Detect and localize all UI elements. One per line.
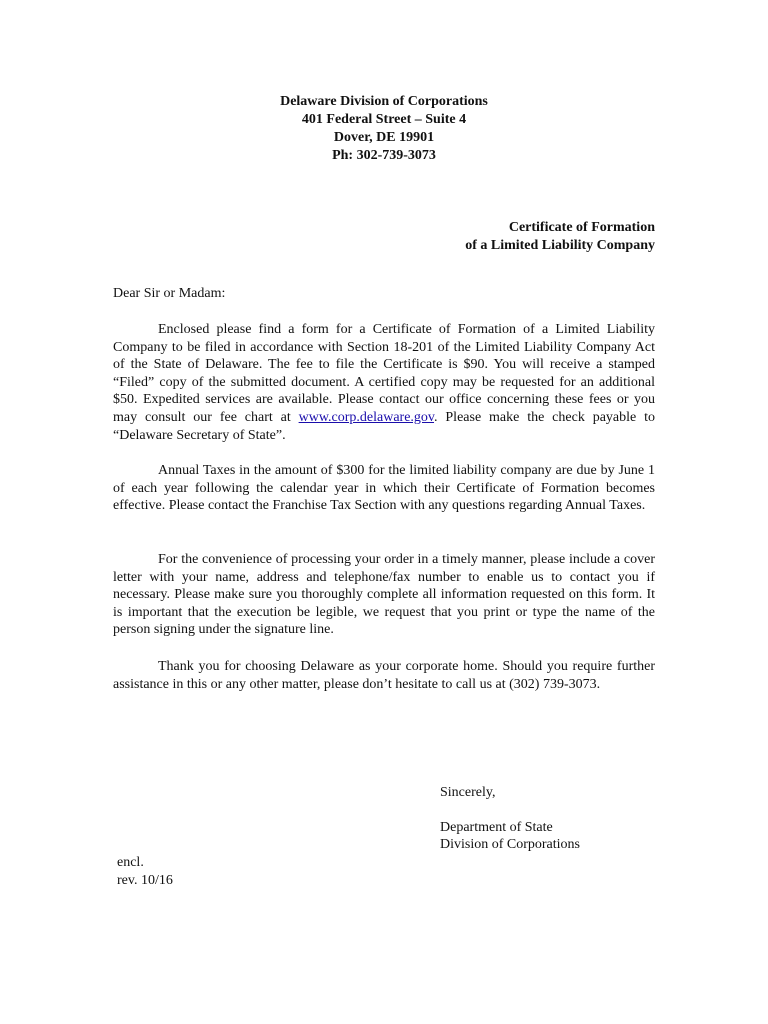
certificate-title-line2: of a Limited Liability Company <box>465 238 655 253</box>
salutation: Dear Sir or Madam: <box>113 286 226 301</box>
paragraph-annual-taxes: Annual Taxes in the amount of $300 for the limited liability company are due by June 1 of each year following the calendar year in which their Certificate of Formation becomes effective. Please contact the Franchise Tax Section with any questions regarding Annual Taxes. <box>113 463 655 514</box>
paragraph-convenience: For the convenience of processing your order in a timely manner, please include a cover letter with your name, address and telephone/fax number to enable us to contact you if necessary. Please make sure you thoroughly complete all information requested on this form. It is important that the execution be legible, we request that you print or type the name of the person signing under the signature line. <box>113 552 655 638</box>
paragraph-fees-text-1: Enclosed please find a form for a Certificate of Formation of a Limited Liability Company to be filed in accordance with Section 18-201 of the Limited Liability Company Act of the State of Delaware. The fee to file the Certificate is $90. You will receive a stamped “Filed” copy of the submitted document. A certified copy may be requested for an additional $50. Expedited services are available. Please contact our office concerning these fees or you may consult our fee chart at <box>113 322 655 425</box>
letterhead-phone: Ph: 302-739-3073 <box>332 148 436 163</box>
paragraph-fees-text-2: . Please make the check payable to “Delaware Secretary of State”. <box>113 409 655 443</box>
revision-note: rev. 10/16 <box>117 873 173 888</box>
letterhead-street: 401 Federal Street – Suite 4 <box>301 112 467 127</box>
certificate-title <box>465 219 655 255</box>
footer-notes <box>117 854 173 890</box>
letterhead-city: Dover, DE 19901 <box>333 130 435 145</box>
certificate-title-line1: Certificate of Formation <box>508 220 655 235</box>
paragraph-thank-you: Thank you for choosing Delaware as your corporate home. Should you require further assistance in this or any other matter, please don’t hesitate to call us at (302) 739-3073. <box>113 659 655 692</box>
paragraph-fees <box>113 321 655 444</box>
enclosure-note: encl. <box>117 855 144 870</box>
signature-dept: Department of State <box>440 820 553 835</box>
fee-chart-link[interactable]: www.corp.delaware.gov <box>298 409 435 425</box>
signature-division: Division of Corporations <box>440 837 580 852</box>
letterhead-org: Delaware Division of Corporations <box>280 94 488 109</box>
sign-off: Sincerely, <box>440 785 496 800</box>
letterhead <box>0 93 768 165</box>
closing-block <box>440 784 580 853</box>
